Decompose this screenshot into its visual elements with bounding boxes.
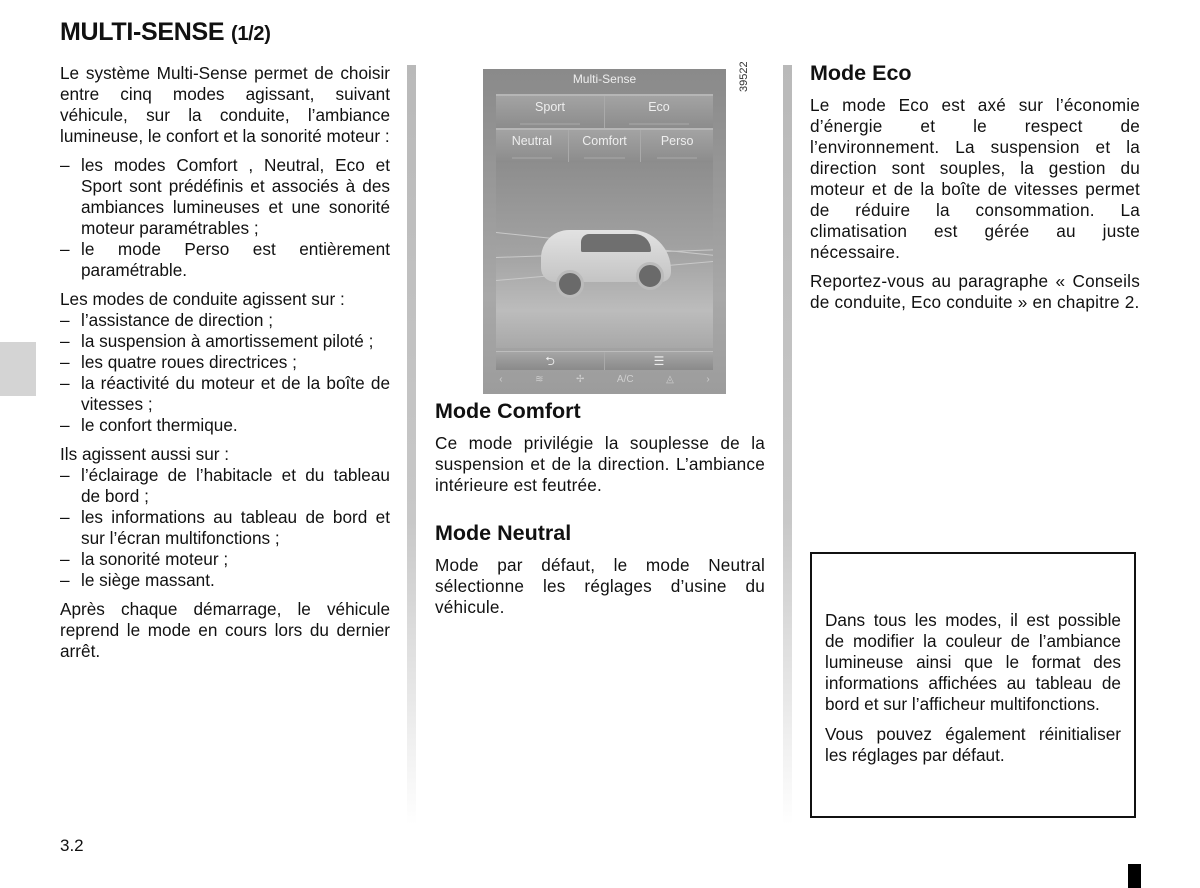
page-title	[60, 18, 271, 47]
note-paragraph: Dans tous les modes, il est possible de modifier la couleur de l’ambiance lumineuse ainsi que le format des informations affichées au tableau de bord et sur l’afficheur multifonctions.	[825, 610, 1121, 714]
list-item: – la suspension à amortissement piloté ;	[60, 331, 390, 352]
list-item: – l’éclairage de l’habitacle et du tableau de bord ;	[60, 465, 390, 507]
intro-list	[60, 155, 390, 281]
figure-reference-number: 39522	[738, 61, 750, 92]
temp-left-icon[interactable]: ‹	[499, 374, 503, 385]
list-item: – la réactivité du moteur et de la boîte de vitesses ;	[60, 373, 390, 415]
mode-tabs-row-2	[496, 128, 713, 162]
mode-eco-reference: Reportez-vous au paragraphe « Conseils de conduite, Eco conduite » en chapitre 2.	[810, 271, 1140, 312]
column-divider	[783, 65, 792, 825]
list-item: – le mode Perso est entièrement paramétrable.	[60, 239, 390, 281]
tab-sport[interactable]: Sport	[496, 96, 605, 128]
list-item: – les modes Comfort , Neutral, Eco et Sport sont prédéfinis et associés à des ambiances lumineuses et une sonorité moteur paramétrables ;	[60, 155, 390, 239]
note-paragraph: Vous pouvez également réinitialiser les réglages par défaut.	[825, 724, 1121, 765]
also-list	[60, 465, 390, 591]
column-right	[810, 60, 1140, 321]
also-heading: Ils agissent aussi sur :	[60, 444, 230, 464]
page-number: 3.2	[60, 836, 84, 855]
mode-neutral-heading: Mode Neutral	[435, 521, 572, 545]
closing-paragraph: Après chaque démarrage, le véhicule reprend le mode en cours lors du dernier arrêt.	[60, 599, 390, 661]
mode-eco-text: Le mode Eco est axé sur l’économie d’énergie et le respect de l’environnement. La suspension et la direction sont souples, la gestion du moteur et de la boîte de vitesses permet de réduire la consommation. La climatisation est gérée au juste nécessaire.	[810, 95, 1140, 262]
intro-paragraph: Le système Multi-Sense permet de choisir entre cinq modes agissant, suivant véhicule, sur la conduite, l’ambiance lumineuse, le confort et la sonorité moteur :	[60, 63, 390, 146]
screen-bottom-bar	[496, 351, 713, 370]
tab-neutral[interactable]: Neutral	[496, 130, 569, 162]
recirculation-icon[interactable]: ◬	[666, 374, 674, 385]
list-item: – les quatre roues directrices ;	[60, 352, 390, 373]
climate-bar	[483, 374, 726, 392]
multi-sense-screen-illustration	[483, 69, 726, 394]
car-wheel	[556, 270, 584, 298]
list-item: – l’assistance de direction ;	[60, 310, 390, 331]
tab-comfort[interactable]: Comfort	[569, 130, 642, 162]
page-title-text: MULTI-SENSE	[60, 18, 225, 46]
page-title-suffix: (1/2)	[230, 23, 271, 45]
driving-heading: Les modes de conduite agissent sur :	[60, 289, 345, 309]
mode-comfort-heading: Mode Comfort	[435, 399, 581, 423]
ac-icon[interactable]: A/C	[616, 374, 634, 385]
chapter-tab-marker	[0, 342, 36, 396]
tab-perso[interactable]: Perso	[641, 130, 713, 162]
back-icon[interactable]: ⮌	[496, 352, 605, 370]
mode-neutral-text: Mode par défaut, le mode Neutral sélectionne les réglages d’usine du véhicule.	[435, 555, 765, 617]
screen-title: Multi-Sense	[572, 72, 637, 86]
list-item: – le confort thermique.	[60, 415, 390, 436]
list-item: – le siège massant.	[60, 570, 390, 591]
column-left	[60, 63, 390, 670]
car-wheel	[636, 262, 664, 290]
tab-eco[interactable]: Eco	[605, 96, 713, 128]
column-divider	[407, 65, 416, 825]
temp-right-icon[interactable]: ›	[706, 374, 710, 385]
fan-icon[interactable]: ✢	[576, 374, 585, 385]
air-flow-icon[interactable]: ≋	[535, 374, 544, 385]
car-window	[581, 234, 651, 252]
note-box	[810, 552, 1136, 818]
column-middle	[435, 398, 765, 626]
mode-eco-heading: Mode Eco	[810, 61, 912, 85]
menu-list-icon[interactable]: ☰	[653, 354, 665, 368]
driving-list	[60, 310, 390, 436]
car-preview	[496, 162, 713, 348]
list-item: – la sonorité moteur ;	[60, 549, 390, 570]
mode-tabs-row-1	[496, 94, 713, 128]
page-edge-marker	[1128, 864, 1141, 888]
mode-comfort-text: Ce mode privilégie la souplesse de la suspension et de la direction. L’ambiance intérieure est feutrée.	[435, 433, 765, 495]
list-item: – les informations au tableau de bord et sur l’écran multifonctions ;	[60, 507, 390, 549]
